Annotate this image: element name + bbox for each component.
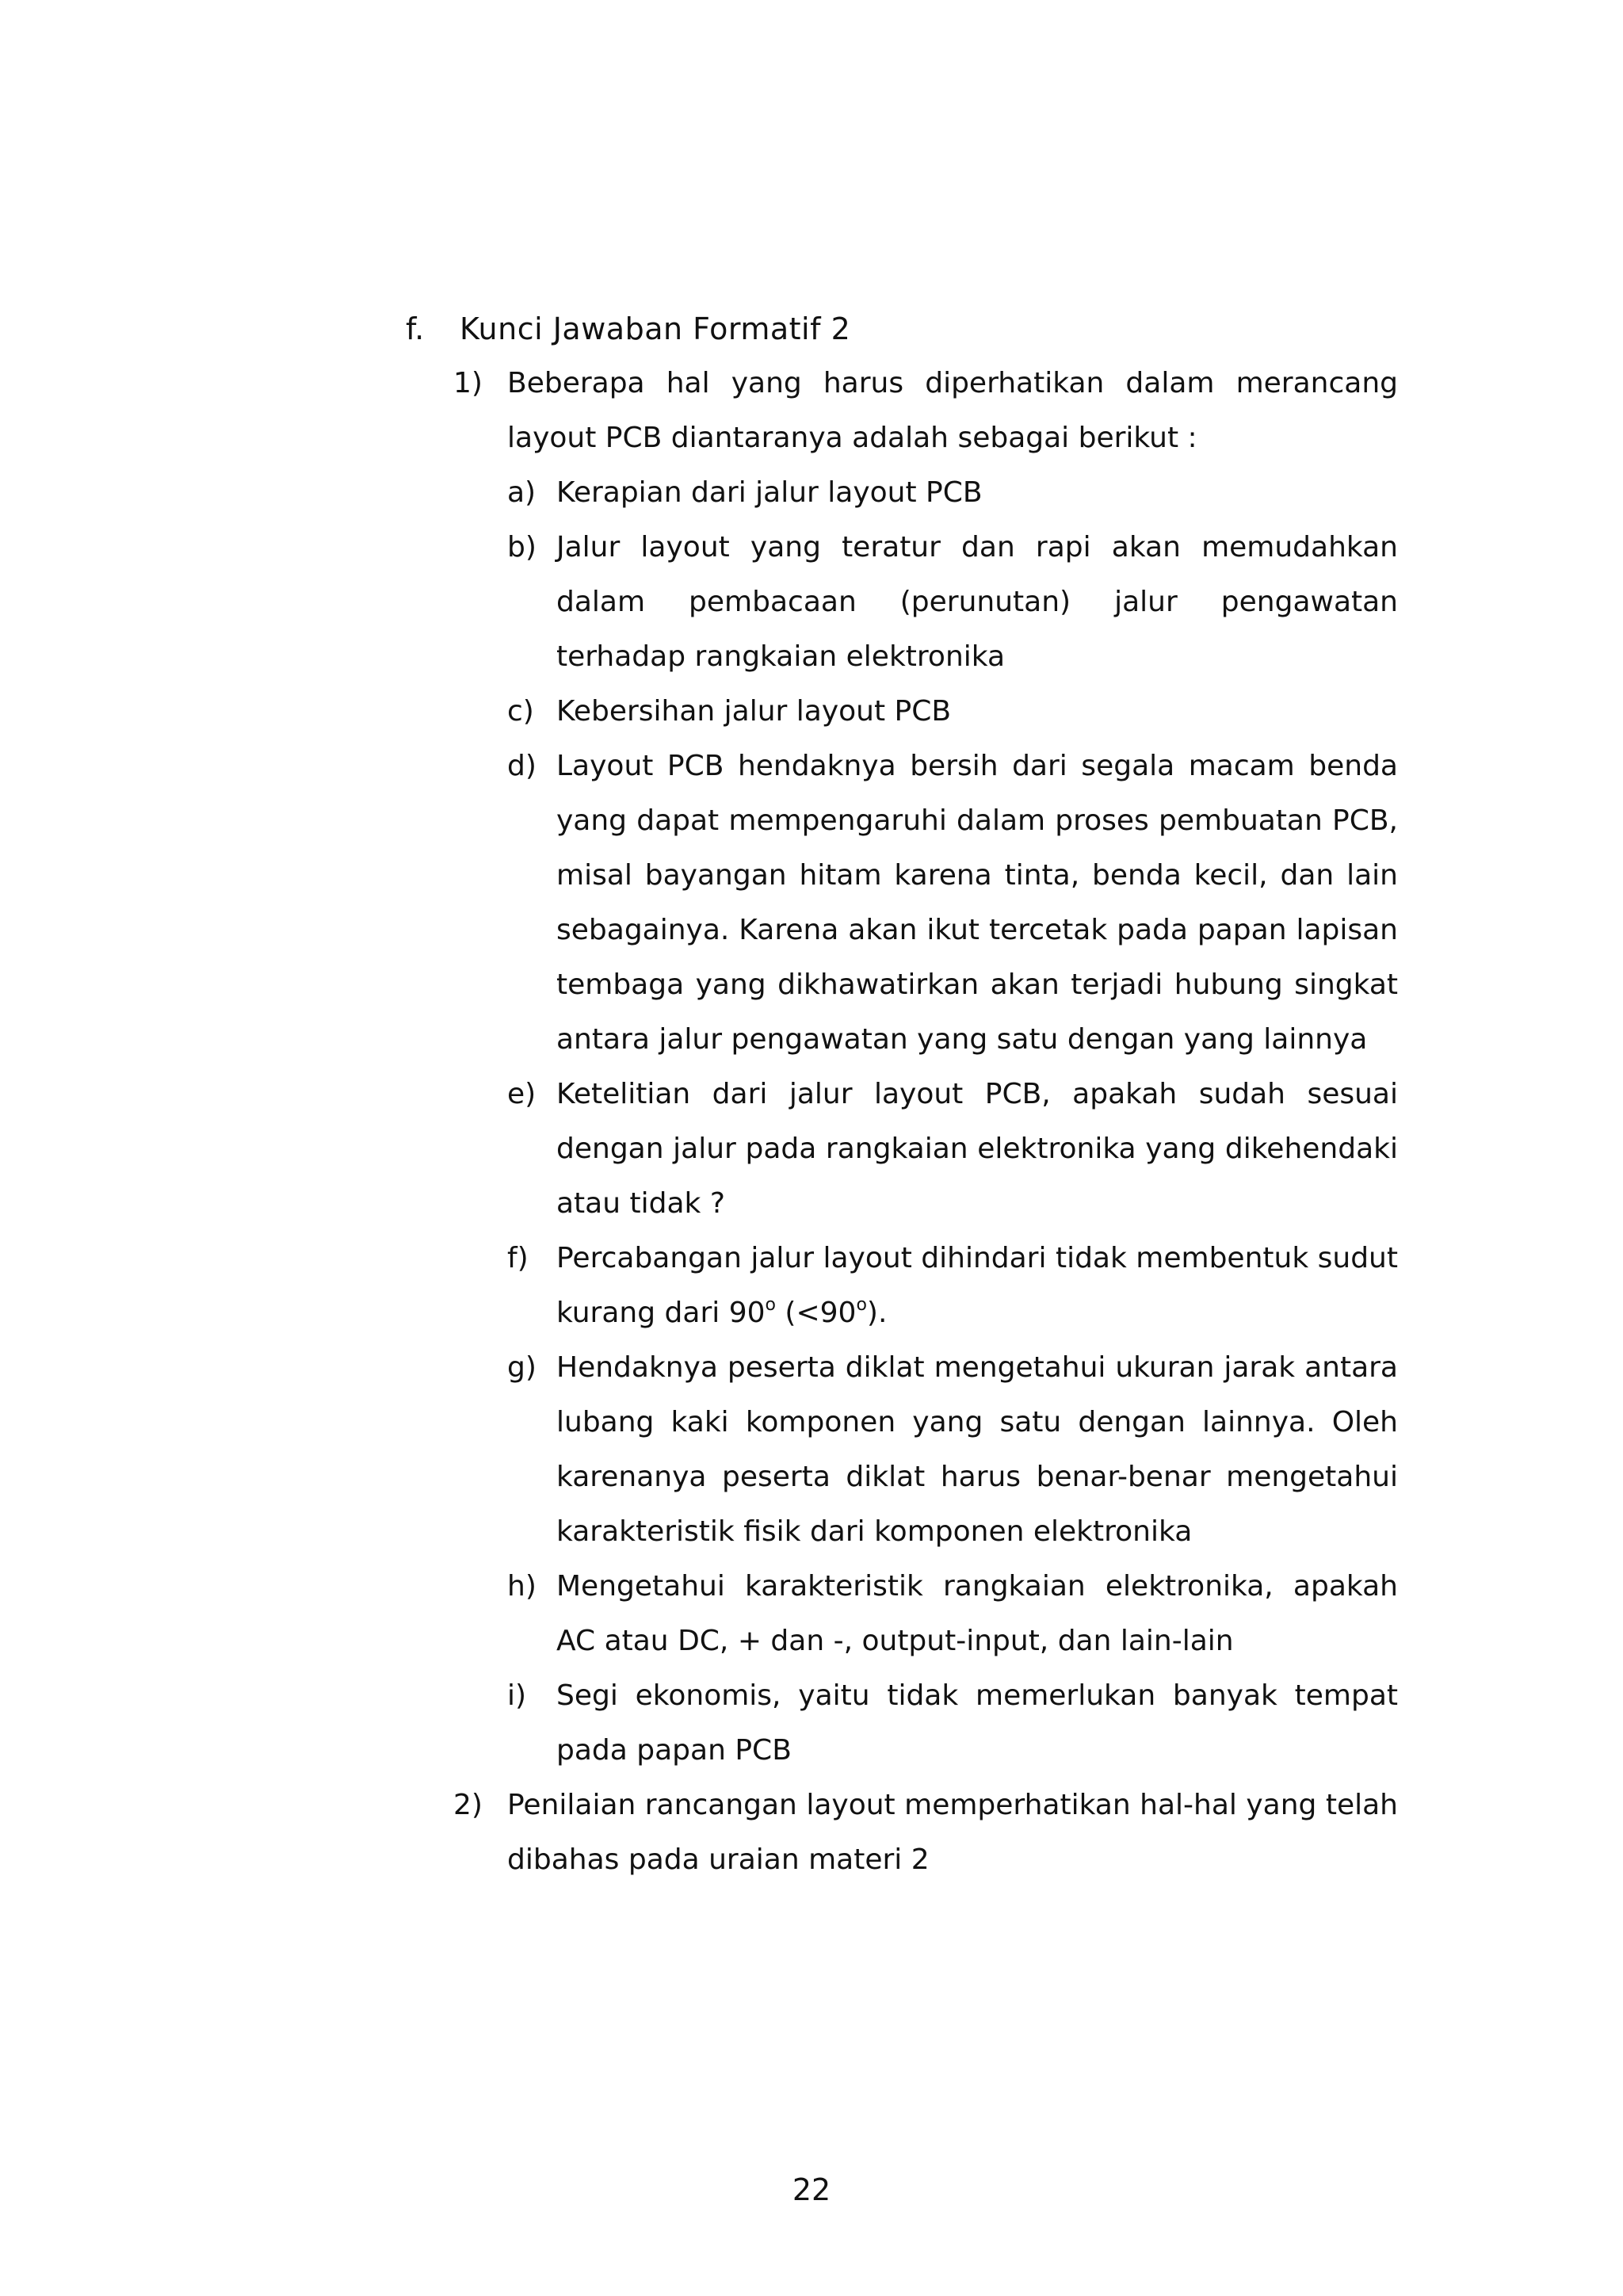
item-text-part: Percabangan jalur layout dihindari tidak membentuk sudut kurang dari 90 [556, 1242, 1398, 1329]
sub-list [507, 465, 1398, 1778]
item-text: Kebersihan jalur layout PCB [556, 695, 952, 728]
item-text: Kerapian dari jalur layout PCB [556, 476, 983, 509]
item-label: h) [507, 1570, 537, 1603]
item-text-part: (<90 [775, 1297, 857, 1329]
item-text: Layout PCB hendaknya bersih dari segala macam benda yang dapat mempengaruhi dalam proses pembuatan PCB, misal bayangan hitam karena tinta, benda kecil, dan lain sebagainya. Karena akan ikut tercetak pada papan lapisan tembaga yang dikhawatirkan akan terjadi hubung singkat antara jalur pengawatan yang satu dengan yang lainnya [556, 750, 1398, 1056]
answer-number: 1) [453, 367, 483, 399]
item-text: Ketelitian dari jalur layout PCB, apakah sudah sesuai dengan jalur pada rangkaian elektronika yang dikehendaki atau tidak ? [556, 1078, 1398, 1220]
item-label: e) [507, 1078, 537, 1110]
item-text: Jalur layout yang teratur dan rapi akan memudahkan dalam pembacaan (perunutan) jalur pengawatan terhadap rangkaian elektronika [556, 531, 1398, 673]
degree-sup: o [765, 1295, 776, 1315]
item-text-part: ). [866, 1297, 888, 1329]
section-heading [406, 305, 850, 353]
item-label: a) [507, 476, 537, 509]
item-label: c) [507, 695, 534, 728]
list-item [507, 1067, 1398, 1231]
list-item [507, 1668, 1398, 1778]
list-item [507, 520, 1398, 684]
answer-item-2 [453, 1778, 1398, 1887]
degree-sup: o [856, 1295, 867, 1315]
item-text [556, 1231, 1398, 1340]
item-label: d) [507, 750, 537, 782]
list-item [507, 465, 1398, 520]
answer-number: 2) [453, 1789, 483, 1821]
section-title: Kunci Jawaban Formatif 2 [460, 311, 851, 346]
item-text: Segi ekonomis, yaitu tidak memerlukan banyak tempat pada papan PCB [556, 1679, 1398, 1767]
answer-text: Beberapa hal yang harus diperhatikan dalam merancang layout PCB diantaranya adalah sebagai berikut : [507, 367, 1398, 454]
item-label: f) [507, 1242, 529, 1274]
item-text: Hendaknya peserta diklat mengetahui ukuran jarak antara lubang kaki komponen yang satu dengan lainnya. Oleh karenanya peserta diklat harus benar-benar mengetahui karakteristik fisik dari komponen elektronika [556, 1351, 1398, 1548]
item-text: Mengetahui karakteristik rangkaian elektronika, apakah AC atau DC, + dan -, output-input, dan lain-lain [556, 1570, 1398, 1657]
list-item [507, 1340, 1398, 1559]
list-item [507, 684, 1398, 739]
item-label: b) [507, 531, 537, 563]
list-item [507, 1559, 1398, 1668]
list-item [507, 739, 1398, 1067]
item-label: i) [507, 1679, 527, 1712]
answer-list [453, 356, 1398, 1887]
answer-text: Penilaian rancangan layout memperhatikan hal-hal yang telah dibahas pada uraian materi 2 [507, 1789, 1398, 1876]
item-label: g) [507, 1351, 537, 1384]
list-item [507, 1231, 1398, 1340]
answer-item-1 [453, 356, 1398, 1778]
page-number: 22 [792, 2172, 831, 2207]
section-label: f. [406, 311, 425, 346]
